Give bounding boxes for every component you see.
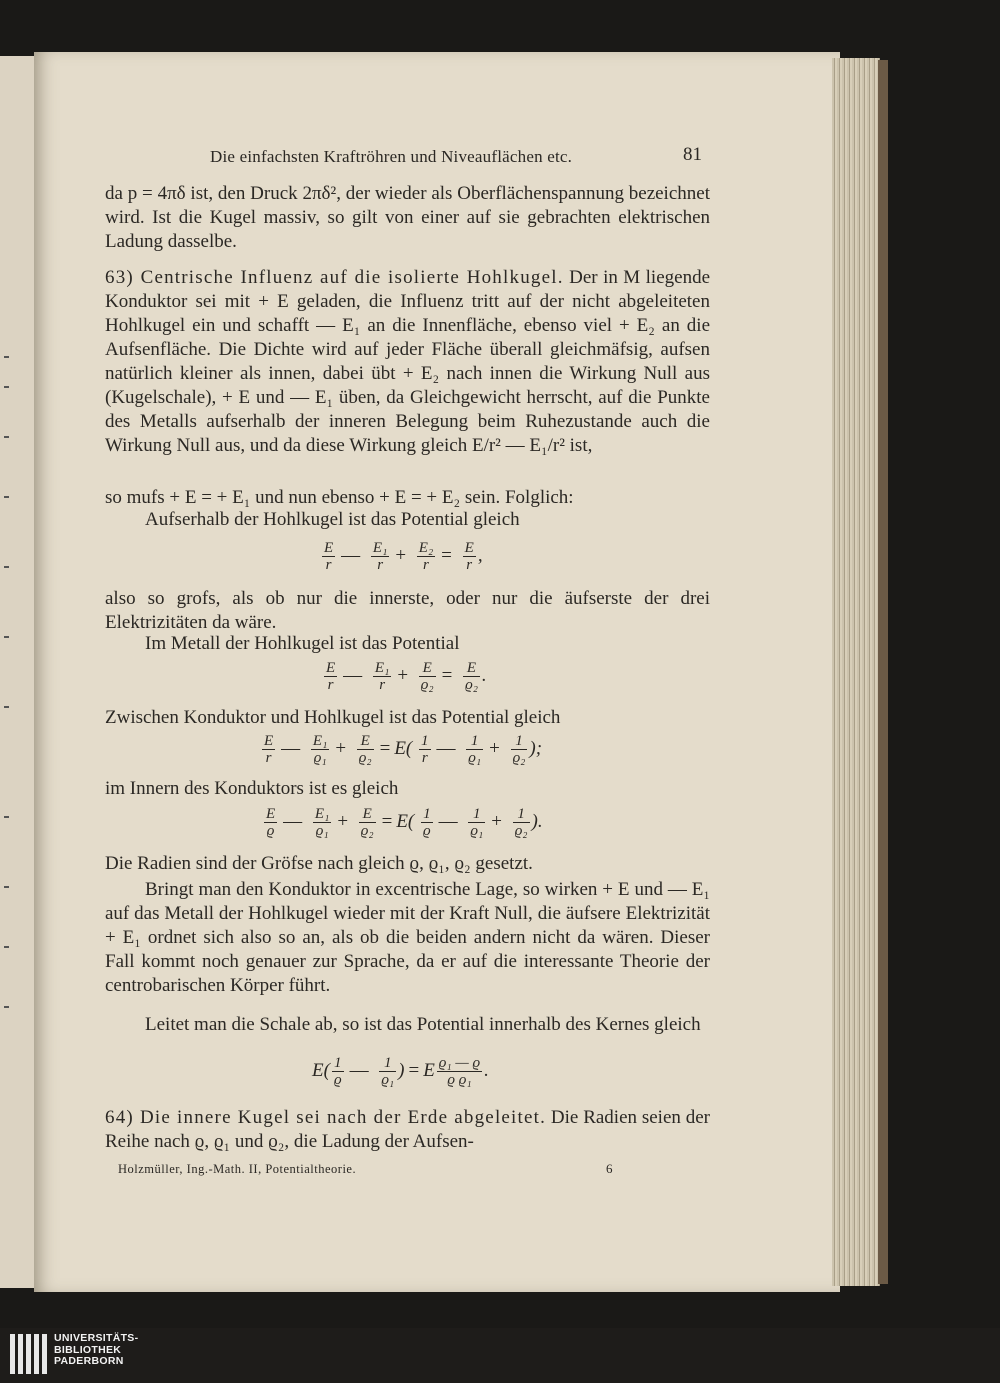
paragraph-1: da p = 4πδ ist, den Druck 2πδ², der wieder als Oberflächenspannung bezeichnet wird. Ist die Kugel massiv, so gilt von einer auf sie gebrachten elektrischen Ladung dasselbe.: [105, 183, 710, 252]
paragraph-9: Die Radien sind der Gröfse nach gleich ϱ, ϱ₁, ϱ₂ gesetzt.: [105, 853, 533, 874]
paragraph-12: [105, 1106, 710, 1154]
signature-line: Holzmüller, Ing.-Math. II, Potentialtheorie.: [118, 1162, 357, 1176]
paragraph-7: Zwischen Konduktor und Hohlkugel ist das Potential gleich: [105, 707, 561, 728]
equation-outside: $\frac{E}{r}$ — $\frac{\text{E₁}}{r}$ + $\frac{\text{E₂}}{r}$ = $\frac{E}{r}$ ,: [324, 540, 483, 573]
equation-metal: $\frac{E}{r}$ — $\frac{\text{E₁}}{r}$ + $\frac{E}{\text{ϱ₂}}$ = $\frac{E}{\text{ϱ₂}}$ .: [326, 660, 487, 693]
paragraph-8: im Innern des Konduktors ist es gleich: [105, 778, 399, 799]
sheet-mark: 6: [606, 1161, 613, 1176]
equation-between: $\frac{E}{r}$ — $\frac{\text{E₁}}{\text{ϱ₁}}$ + $\frac{E}{\text{ϱ₂}}$ = E( $\frac{1}{r}$ — $\frac{1}{\text{ϱ₁}}$ + $\frac{1}{\text{ϱ₂}}$ );: [264, 733, 543, 766]
section-63-heading: 63) Centrische Influenz auf die isolierte Hohlkugel.: [105, 267, 564, 288]
equation-inside: $\frac{E}{ϱ}$ — $\frac{\text{E₁}}{\text{ϱ₁}}$ + $\frac{E}{\text{ϱ₂}}$ = E( $\frac{1}{ϱ}$ — $\frac{1}{\text{ϱ₁}}$ + $\frac{1}{\text{ϱ₂}}$ ).: [266, 806, 543, 839]
paragraph-2: [105, 266, 710, 458]
paragraph-6: Im Metall der Hohlkugel ist das Potential: [145, 633, 460, 654]
paragraph-3: so mufs + E = + E₁ und nun ebenso + E = + E₂ sein. Folglich:: [105, 487, 574, 508]
page-number: 81: [683, 144, 702, 165]
section-63-body: Der in M liegende Konduktor sei mit + E geladen, die Influenz tritt auf der nicht abgeleiteten Hohlkugel ein und schafft — E₁ an die Innenfläche, ebenso viel + E₂ an die Aufsenfläche. Die Dichte wird auf jeder Fläche überall gleichmäfsig, aufsen natürlich kleiner als innen, dabei übt + E₂ nach innen die Wirkung Null aus (Kugelschale), + E und — E₁ üben, da Gleichgewicht herrscht, auf die Punkte des Metalls aufserhalb der inneren Belegung beim Ruhezustande auch die Wirkung Null aus, und da diese Wirkung gleich E/r² — E₁/r² ist,: [105, 267, 711, 456]
paragraph-10: Bringt man den Konduktor in excentrische Lage, so wirken + E und — E₁ auf das Metall der Hohlkugel wieder mit der Kraft Null, die äufsere Elektrizität + E₁ ordnet sich also so an, als ob die beiden andern nicht da wären. Dieser Fall kommt noch genauer zur Sprache, da er auf die interessante Theorie der centrobarischen Körper führt.: [105, 879, 710, 996]
book-cover: [878, 60, 888, 1284]
paragraph-11: Leitet man die Schale ab, so ist das Potential innerhalb des Kernes gleich: [145, 1014, 701, 1035]
paragraph-5: also so grofs, als ob nur die innerste, oder nur die äufserste der drei Elektrizitäten da wäre.: [105, 588, 710, 633]
equation-kernel: E( $\frac{1}{ϱ}$ — $\frac{1}{\text{ϱ₁}}$ ) = E $\frac{\text{ϱ₁ — ϱ}}{\text{ϱ ϱ₁}}$ .: [312, 1055, 489, 1088]
running-title: Die einfachsten Kraftröhren und Niveauflächen etc.: [210, 147, 573, 166]
paragraph-4: Aufserhalb der Hohlkugel ist das Potential gleich: [145, 509, 520, 530]
library-logo-icon: [10, 1330, 50, 1378]
section-64-heading: 64) Die innere Kugel sei nach der Erde abgeleitet.: [105, 1107, 547, 1128]
page-edges: [832, 58, 880, 1286]
library-name: UNIVERSITÄTS- BIBLIOTHEK PADERBORN: [54, 1332, 139, 1367]
section-64-body: Die Radien seien der Reihe nach ϱ, ϱ₁ und ϱ₂, die Ladung der Aufsen-: [105, 1107, 710, 1152]
